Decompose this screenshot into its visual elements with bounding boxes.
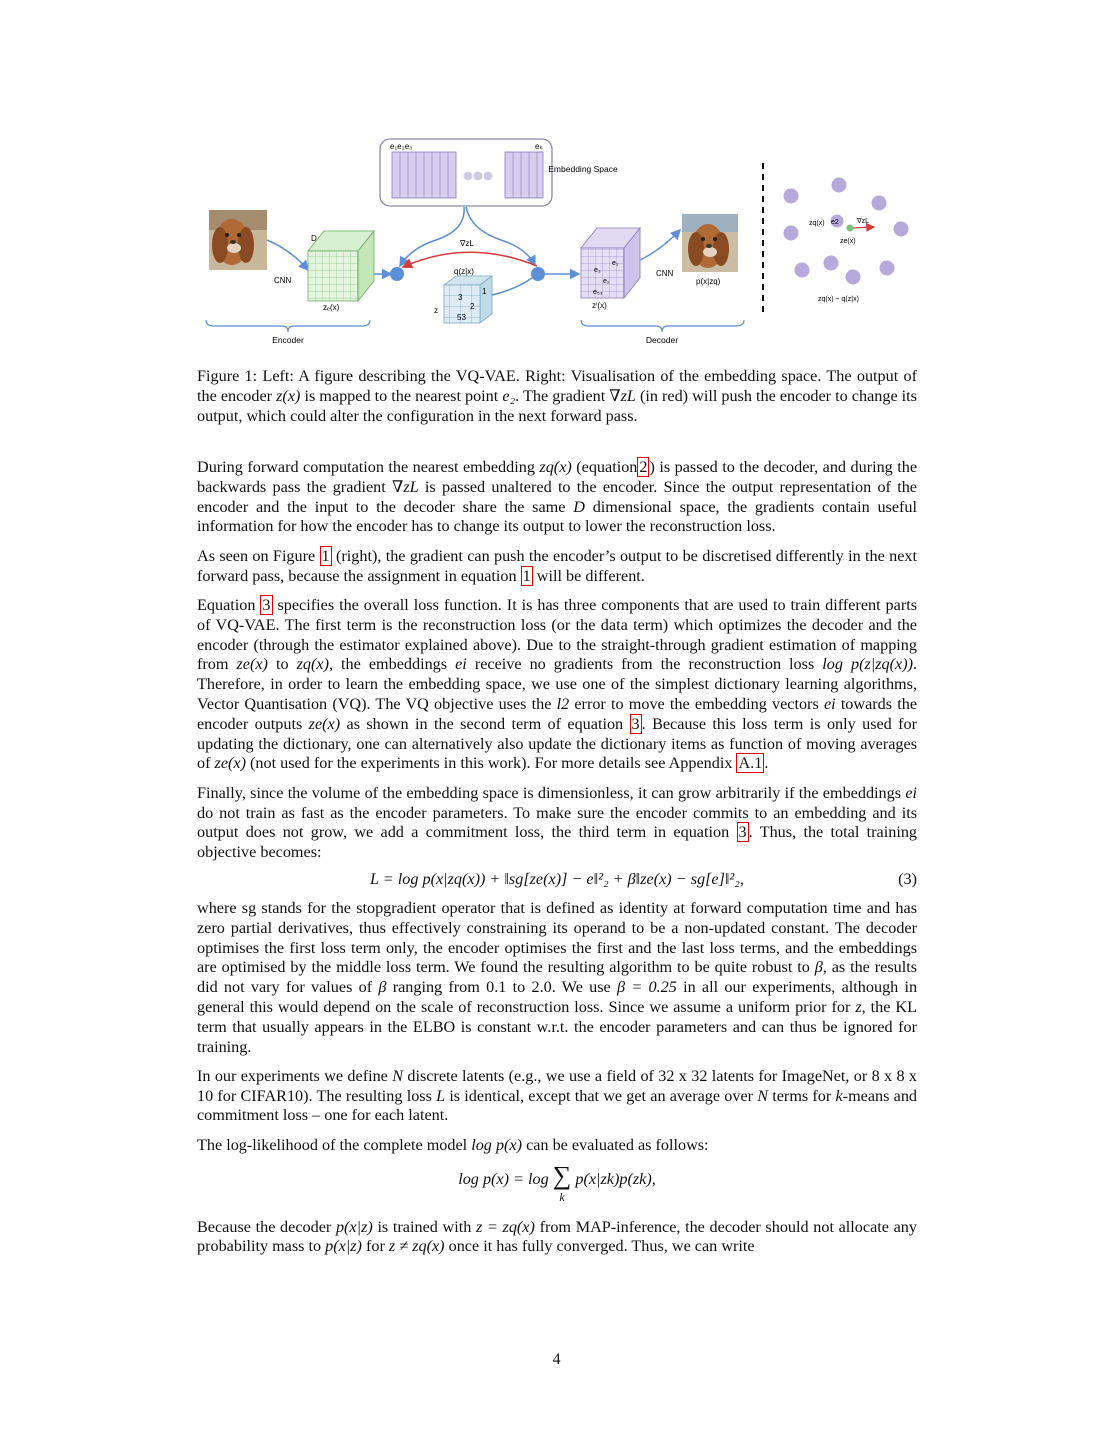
qzx-label: q(z|x) bbox=[454, 267, 474, 276]
equation-ref[interactable]: 2 bbox=[639, 458, 648, 476]
figure-ref[interactable]: 1 bbox=[321, 546, 330, 565]
paragraph-6: In our experiments we define N discrete latents (e.g., we use a field of 32 x 32 latents for ImageNet, or 8 x 8 x 10 for CIFAR10). The resulting loss L is identical, except that we get an average over N terms for k-means and commitment loss – one for each latent. bbox=[197, 1066, 918, 1125]
paragraph-8: Because the decoder p(x|z) is trained with z = zq(x) from MAP-inference, the decoder should not allocate any probability mass to p(x|z) for z ≠ zq(x) once it has fully converged. Thus, we can write bbox=[197, 1217, 917, 1256]
cube-label-e53: e₅₃ bbox=[593, 289, 603, 296]
vqvae-figure bbox=[196, 130, 918, 355]
paragraph-1: During forward computation the nearest embedding zq(x) (equation 2 ) is passed to the decoder, and during the backwards pass the gradient ∇zL is passed unaltered to the encoder. Since the output representation of the encoder and the input to the decoder share the same D dimensional space, the gradients contain useful information for how the encoder has to change its output to lower the reconstruction loss. bbox=[197, 458, 918, 536]
right-grad-label: ∇zL bbox=[857, 218, 870, 225]
z-label: z bbox=[434, 306, 438, 315]
output-image bbox=[682, 214, 738, 272]
right-bottom-label: zq(x) ~ q(z|x) bbox=[818, 296, 859, 303]
decoder-brace bbox=[581, 320, 744, 332]
nearest-neighbor-node-left bbox=[390, 267, 404, 281]
paragraph-7: The log-likelihood of the complete model log p(x) can be evaluated as follows: bbox=[197, 1135, 709, 1154]
grid-value-53: 53 bbox=[457, 313, 466, 322]
cnn-label-left: CNN bbox=[274, 276, 292, 285]
encoder-output-point bbox=[847, 225, 854, 232]
cnn-label-right: CNN bbox=[656, 269, 674, 278]
equation-ref[interactable]: 3 bbox=[262, 595, 271, 614]
pxzq-label: p(x|zq) bbox=[696, 277, 721, 286]
equation-ref[interactable]: 3 bbox=[738, 823, 747, 842]
equation-loglikelihood: log p(x) = log ∑ k p(x|zk)p(zk), bbox=[458, 1160, 656, 1204]
encoder-output-cube bbox=[308, 231, 374, 301]
page-number: 4 bbox=[552, 1350, 561, 1368]
decoder-label: Decoder bbox=[645, 335, 679, 345]
equation-number: (3) bbox=[898, 869, 917, 888]
decoder-input-cube bbox=[581, 228, 640, 298]
ze-label: zₑ(x) bbox=[323, 303, 340, 312]
zq-label: zⁱ(x) bbox=[592, 301, 607, 310]
paragraph-3: Equation 3 specifies the overall loss function. It is has three components that are used to train different parts of VQ-VAE. The first term is the reconstruction loss (or the data term) which optimizes the decoder and the encoder (through the estimator explained above). Due to the straight-through gradient estimation of mapping from ze(x) to zq(x), the embeddings ei receive no gradients from the reconstruction loss log p(z|zq(x)). Therefore, in order to learn the embedding space, we use one of the simplest dictionary learning algorithms, Vector Quantisation (VQ). The VQ objective uses the l2 error to move the embedding vectors ei towards the encoder outputs ze(x) as shown in the second term of equation 3 . Because this loss term is only used for updating the dictionary, one can alternatively also update the dictionary items as function of moving averages of ze(x) (not used for the experiments in this work). For more details see Appendix A.1 . bbox=[197, 595, 918, 773]
grid-value-3: 3 bbox=[458, 293, 463, 302]
emb-last-label: eₖ bbox=[535, 142, 543, 151]
nearest-neighbor-node-right bbox=[531, 267, 545, 281]
grid-value-1: 1 bbox=[482, 287, 487, 296]
right-e2-label: e2 bbox=[831, 219, 839, 226]
right-zq-label: zq(x) bbox=[809, 220, 825, 227]
grad-label: ∇zL bbox=[460, 239, 474, 248]
body-text bbox=[197, 458, 917, 1267]
embedding-space-label: Embedding Space bbox=[548, 164, 618, 174]
grid-value-2: 2 bbox=[470, 302, 475, 311]
paragraph-2: As seen on Figure 1 (right), the gradient can push the encoder’s output to be discretised differently in the next forward pass, because the assignment in equation 1 will be different. bbox=[197, 546, 918, 585]
encoder-label: Encoder bbox=[272, 335, 304, 345]
paragraph-5: where sg stands for the stopgradient operator that is defined as identity at forward computation time and has zero partial derivatives, thus effectively constraining its operand to be a non-updated constant. The decoder optimises the first loss term only, the encoder optimises the first and the last loss terms, and the embeddings are optimised by the middle loss term. We found the resulting algorithm to be quite robust to β, as the results did not vary for values of β ranging from 0.1 to 2.0. We use β = 0.25 in all our experiments, although in general this would depend on the scale of reconstruction loss. Since we assume a uniform prior for z, the KL term that usually appears in the ELBO is constant w.r.t. the encoder parameters and can thus be ignored for training. bbox=[197, 898, 918, 1056]
encoder-brace bbox=[206, 320, 370, 332]
cube-label-e1: e₁ bbox=[612, 260, 619, 267]
equation-ref[interactable]: 1 bbox=[522, 566, 531, 585]
appendix-ref[interactable]: A.1 bbox=[738, 754, 763, 773]
right-ze-label: ze(x) bbox=[840, 238, 856, 245]
paragraph-4: Finally, since the volume of the embedding space is dimensionless, it can grow arbitrarily if the embeddings ei do not train as fast as the encoder parameters. To make sure the encoder commits to an embedding and its output does not grow, we add a commitment loss, the third term in equation 3 . Thus, the total training objective becomes: bbox=[197, 783, 918, 862]
equation-ref[interactable]: 3 bbox=[631, 714, 640, 733]
qzx-grid bbox=[444, 276, 492, 323]
d-label: D bbox=[311, 234, 317, 243]
equation-3: L = log p(x|zq(x)) + ‖sg[ze(x)] − e‖²₂ + β‖ze(x) − sg[e]‖²₂, (3) bbox=[197, 866, 917, 893]
cube-label-e2: e₂ bbox=[603, 278, 610, 285]
figure-caption: Figure 1: Left: A figure describing the VQ-VAE. Right: Visualisation of the embedding space. The output of the encoder z(x) is mapped to the nearest point e₂. The gradient ∇zL (in red) will push the encoder to change its output, which could alter the configuration in the next forward pass. bbox=[197, 367, 917, 425]
embedding-points bbox=[784, 178, 909, 285]
cube-label-e3: e₃ bbox=[594, 267, 601, 274]
embedding-space-box bbox=[380, 139, 552, 206]
emb-first-labels: e₁e₂e₃ bbox=[390, 142, 413, 151]
input-image bbox=[209, 210, 267, 270]
